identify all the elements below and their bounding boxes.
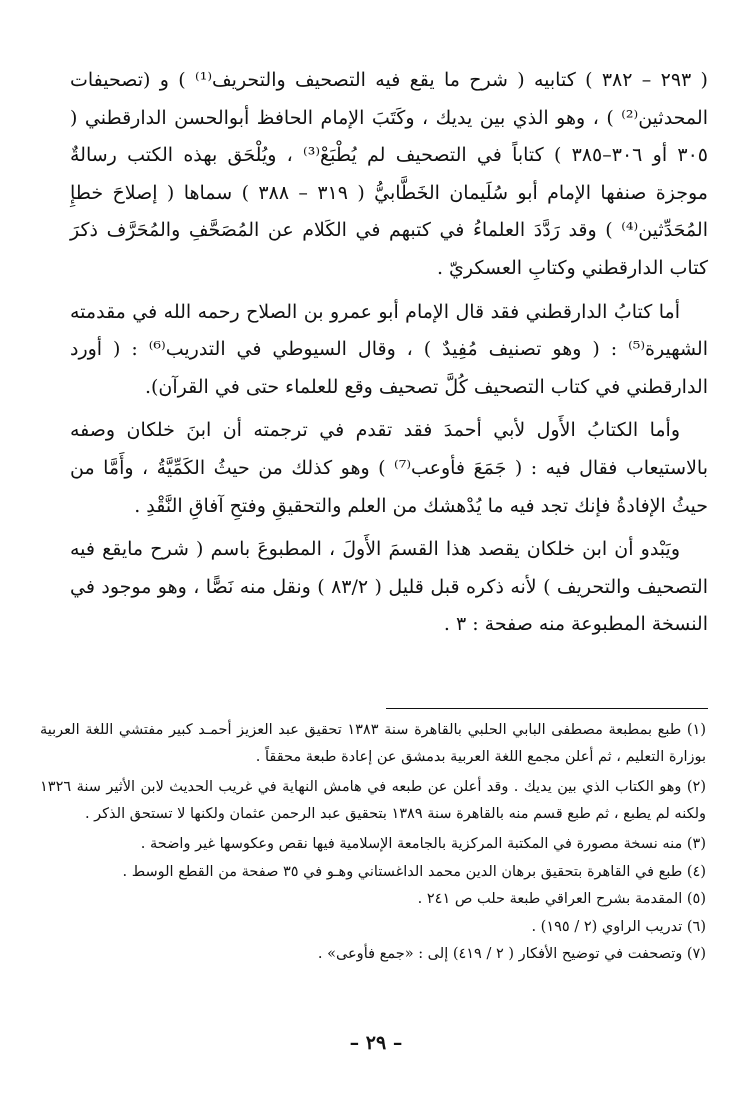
footnote-4: (٤) طبع في القاهرة بتحقيق برهان الدين محمد الداغستاني وهـو في ٣٥ صفحة من القطع الوسط . xyxy=(122,863,706,880)
paragraph-4: ويَبْدو أن ابن خلكان يقصد هذا القسمَ الأَولَ ، المطبوعَ باسم ( شرح مايقع فيه التصحيف والتحريف ) لأنه ذكره قبل قليل ( ٨٣/٢ ) ونقل منه نَصًّا ، وهو موجود في النسخة المطبوعة منه صفحة : ٣ . xyxy=(70,538,708,636)
paragraph-3: وأما الكتابُ الأَول لأبي أحمدَ فقد تقدم في ترجمته أن ابنَ خلكان وصفه بالاستيعاب فقال فيه : ( جَمَعَ فأوعب⁽⁷⁾ ) وهو كذلك من حيثُ الكَمِّيَّةُ ، وأَمَّا من حيثُ الإفادةُ فإنك تجد فيه ما يُدْهشك من العلم والتحقيقِ وفتحِ آفاقِ النَّقْدِ . xyxy=(70,419,708,517)
footnote-1: (١) طبع بمطبعة مصطفى البابي الحلبي بالقاهرة سنة ١٣٨٣ تحقيق عبد العزيز أحمـد كبير مفتشي اللغة العربية بوزارة التعليم ، ثم أعلن مجمع اللغة العربية بدمشق عن إعادة طبعة محققاً . xyxy=(40,722,706,765)
footnote-7: (٧) وتصحفت في توضيح الأفكار ( ٢ / ٤١٩) إلى : «جمع فأوعى» . xyxy=(317,946,706,962)
paragraph-2: أما كتابُ الدارقطني فقد قال الإمام أبو عمرو بن الصلاح رحمه الله في مقدمته الشهيرة⁽⁵⁾ : ( وهو تصنيف مُفِيدٌ ) ، وقال السيوطي في التدريب⁽⁶⁾ : ( أورد الدارقطني في كتاب التصحيف كُلَّ تصحيف وقع للعلماء حتى في القرآن). xyxy=(70,300,708,398)
page-number: – ٢٩ – xyxy=(349,1032,403,1054)
footnote-5: (٥) المقدمة بشرح العراقي طبعة حلب ص ٢٤١ . xyxy=(417,891,706,907)
paragraph-1: ( ٢٩٣ – ٣٨٢ ) كتابيه ( شرح ما يقع فيه التصحيف والتحريف⁽¹⁾ ) و (تصحيفات المحدثين⁽²⁾ ) ، وهو الذي بين يديك ، وكَتَبَ الإمام الحافظ أبوالحسن الدارقطني ( ٣٠٥ أو ٣٠٦–٣٨٥ ) كتاباً في التصحيف لم يُطْبَعْ⁽³⁾ ، ويُلْحَق بهذه الكتب رسالةٌ موجزة صنفها الإمام أبو سُلَيمان الخَطَّابيُّ ( ٣١٩ – ٣٨٨ ) سماها ( إصلاحَ خطإِ المُحَدِّثين⁽⁴⁾ ) وقد رَدَّدَ العلماءُ في كتبهم في الكَلام عن المُصَحَّفِ والمُحَرَّف ذكرَ كتاب الدارقطني وكتابِ العسكريّ . xyxy=(70,69,708,279)
footnote-6: (٦) تدريب الراوي (٢ / ١٩٥) . xyxy=(531,918,706,935)
main-text xyxy=(70,62,708,644)
footnote-3: (٣) منه نسخة مصورة في المكتبة المركزية بالجامعة الإسلامية فيها نقص وعكوسها غير واضحة . xyxy=(140,836,706,852)
footnote-separator xyxy=(386,708,708,709)
footnotes xyxy=(40,717,706,969)
footnote-2: (٢) وهو الكتاب الذي بين يديك . وقد أعلن عن طبعه في هامش النهاية في غريب الحديث لابن الأثير سنة ١٣٢٦ ولكنه لم يطبع ، ثم طبع قسم منه بالقاهرة سنة ١٣٨٩ بتحقيق عبد الرحمن عثمان ولكنها لا تستحق الذكر . xyxy=(40,779,706,822)
